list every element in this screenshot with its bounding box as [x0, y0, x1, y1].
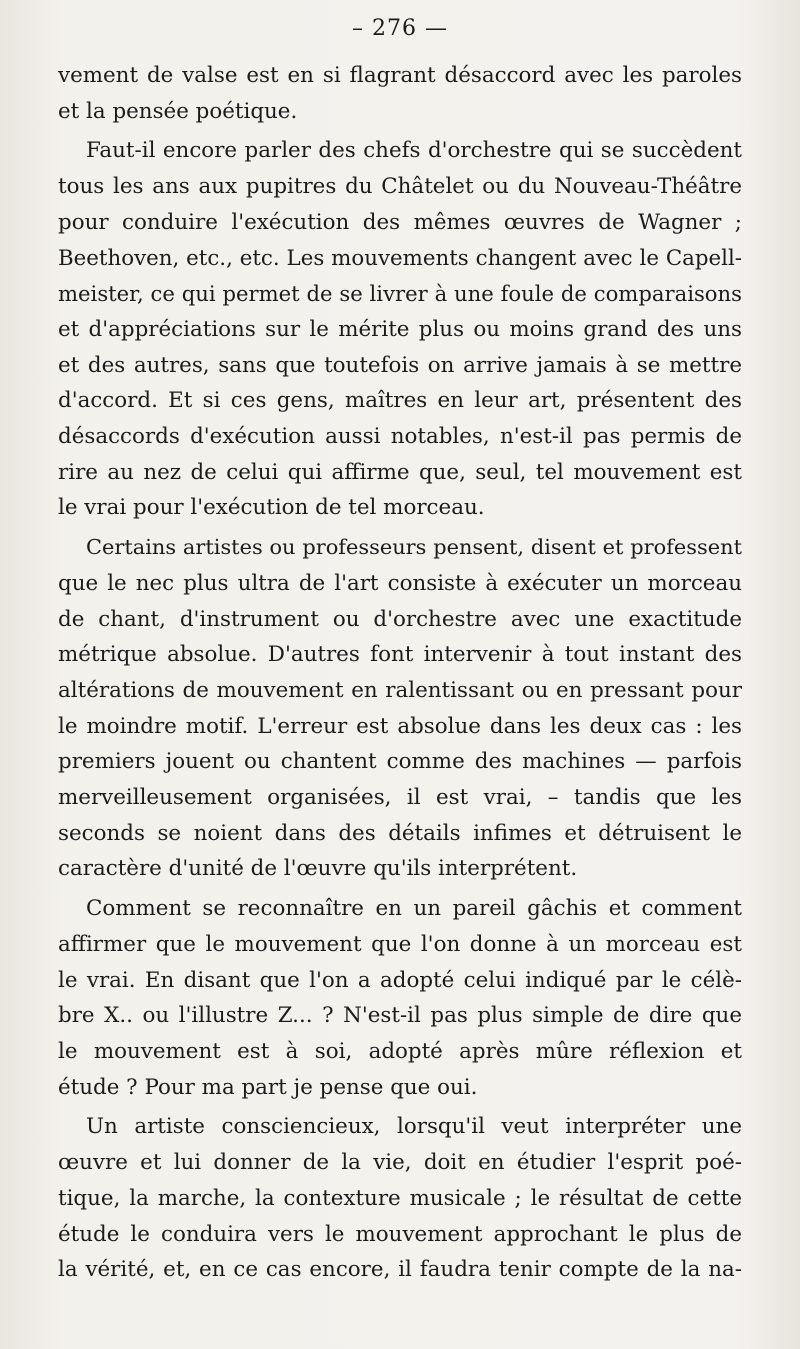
text-line: et des autres, sans que toutefois on arrive jamais à se mettre — [58, 352, 742, 378]
text-line: tous les ans aux pupitres du Châtelet ou du Nouveau-Théâtre — [58, 174, 742, 200]
text-line: affirmer que le mouvement que l'on donne à un morceau est — [58, 931, 742, 957]
text-line: altérations de mouvement en ralentissant ou en pressant pour — [58, 677, 742, 703]
text-line: meister, ce qui permet de se livrer à une foule de comparaisons — [58, 281, 742, 307]
text-line: de chant, d'instrument ou d'orchestre avec une exactitude — [58, 606, 742, 632]
text-line: et la pensée poétique. — [58, 98, 298, 124]
text-line: désaccords d'exécution aussi notables, n'est-il pas permis de — [58, 424, 742, 450]
text-line: étude ? Pour ma part je pense que oui. — [58, 1074, 478, 1100]
text-line: le vrai. En disant que l'on a adopté celui indiqué par le célè- — [58, 967, 742, 993]
text-line: œuvre et lui donner de la vie, doit en étudier l'esprit poé- — [58, 1150, 742, 1176]
text-line: seconds se noient dans des détails infimes et détruisent le — [58, 820, 742, 846]
text-line: la vérité, et, en ce cas encore, il faudra tenir compte de la na- — [58, 1257, 742, 1283]
body-text — [58, 58, 742, 1288]
text-line: d'accord. Et si ces gens, maîtres en leur art, présentent des — [58, 388, 742, 414]
paragraph-start-line: Certains artistes ou professeurs pensent, disent et professent — [86, 535, 742, 560]
paragraph-start-line: Faut-il encore parler des chefs d'orchestre qui se succèdent — [86, 138, 742, 164]
text-line: que le nec plus ultra de l'art consiste à exécuter un morceau — [58, 570, 742, 596]
text-line: étude le conduira vers le mouvement approchant le plus de — [58, 1221, 742, 1247]
text-line: le mouvement est à soi, adopté après mûre réflexion et — [58, 1038, 742, 1064]
text-line: caractère d'unité de l'œuvre qu'ils interprétent. — [58, 856, 578, 882]
text-line: et d'appréciations sur le mérite plus ou moins grand des uns — [58, 316, 742, 342]
text-line: vement de valse est en si flagrant désaccord avec les paroles — [58, 63, 742, 88]
text-line: le vrai pour l'exécution de tel morceau. — [58, 495, 485, 521]
paragraph-start-line: Comment se reconnaître en un pareil gâchis et comment — [86, 896, 742, 922]
paragraph-start-line: Un artiste consciencieux, lorsqu'il veut interpréter une — [86, 1114, 742, 1140]
text-line: tique, la marche, la contexture musicale ; le résultat de cette — [58, 1185, 742, 1211]
text-line: le moindre motif. L'erreur est absolue dans les deux cas : les — [58, 713, 742, 739]
text-line: premiers jouent ou chantent comme des machines — parfois — [58, 749, 742, 775]
text-line: rire au nez de celui qui affirme que, seul, tel mouvement est — [58, 459, 742, 485]
text-line: bre X.. ou l'illustre Z... ? N'est-il pas plus simple de dire que — [58, 1003, 742, 1029]
text-line: métrique absolue. D'autres font intervenir à tout instant des — [58, 642, 742, 668]
text-line: merveilleusement organisées, il est vrai, – tandis que les — [58, 785, 742, 811]
text-line: Beethoven, etc., etc. Les mouvements changent avec le Capell- — [58, 245, 742, 271]
page-number: – 276 — — [352, 16, 448, 41]
text-line: pour conduire l'exécution des mêmes œuvres de Wagner ; — [58, 209, 742, 235]
